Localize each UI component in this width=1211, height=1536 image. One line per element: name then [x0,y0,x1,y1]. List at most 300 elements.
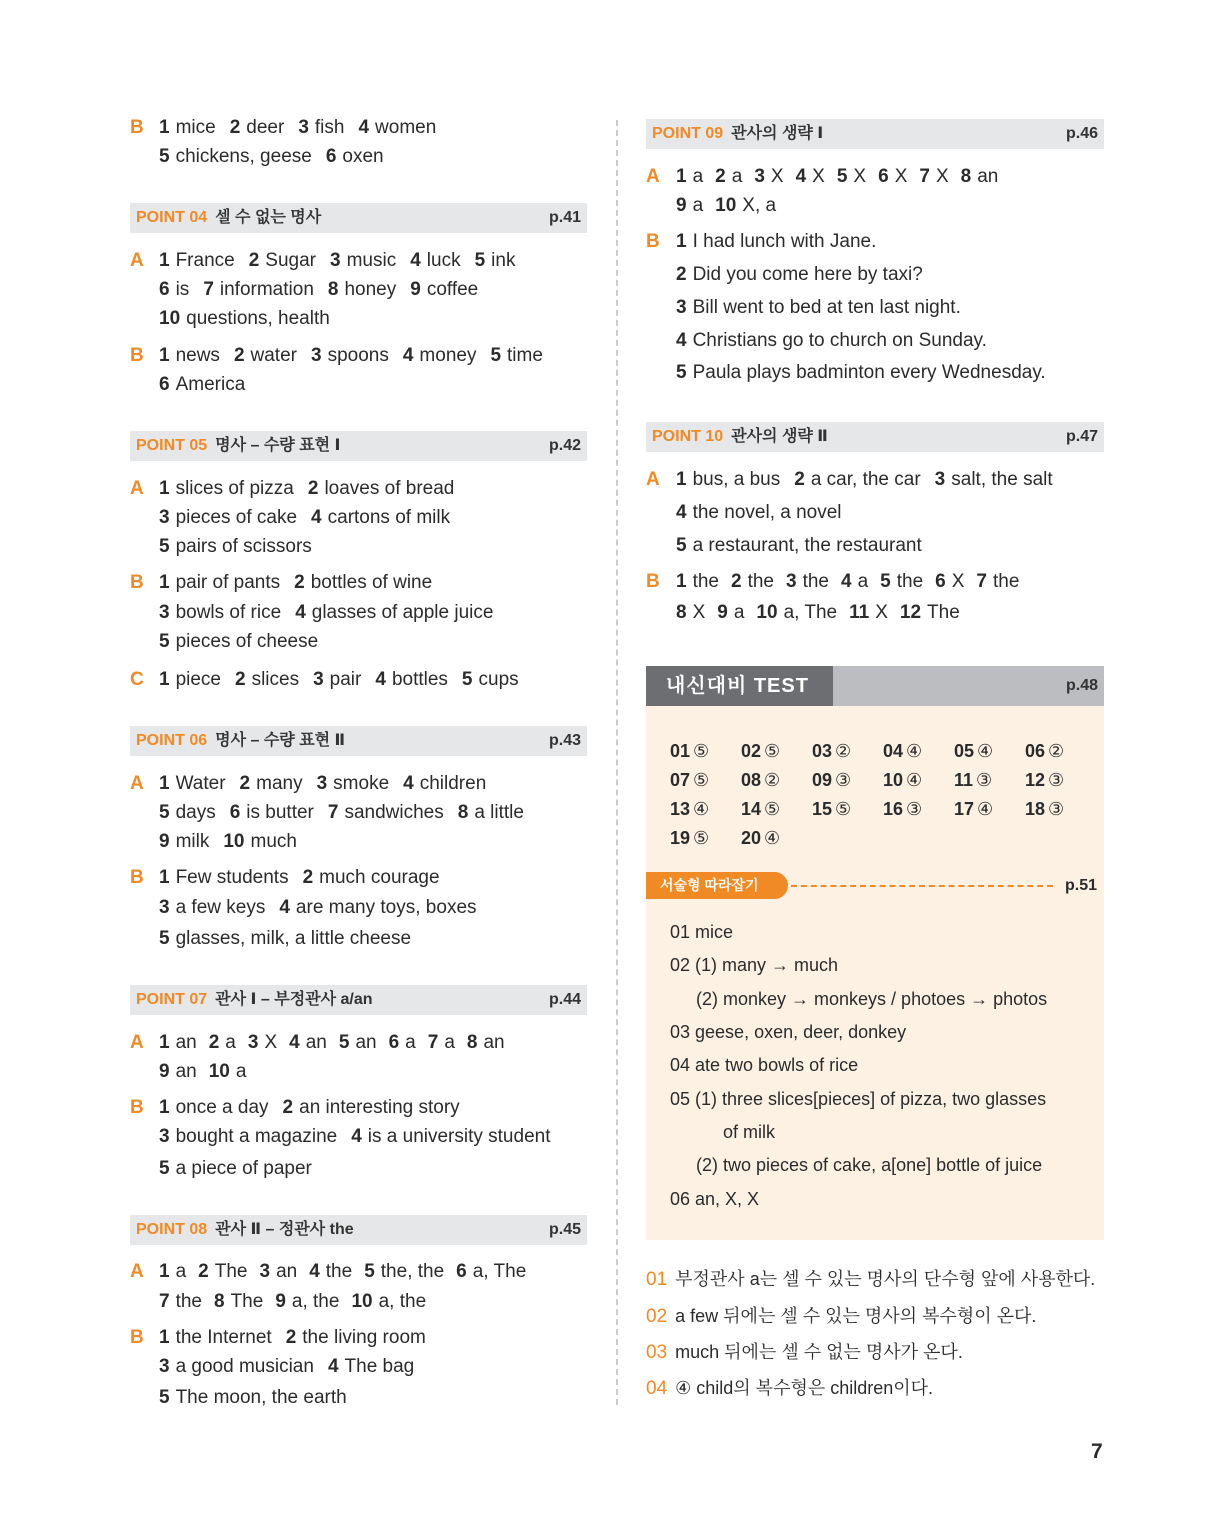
answer-item [159,116,216,140]
answer-number: 4 [295,602,306,623]
test-question-number: 17 [954,799,975,819]
answer-text: an [175,1061,197,1082]
answer-number: 3 [330,250,341,271]
answer-text: Christians go to church on Sunday. [692,330,987,351]
answer-number: 4 [676,330,687,351]
answer-item [275,1290,339,1314]
explanation-text: much 뒤에는 셀 수 없는 명사가 온다. [675,1342,963,1362]
answer-number: 1 [159,117,170,138]
answer-item [159,927,411,951]
answer-text: X [935,166,949,187]
answer-line [159,668,533,692]
answer-number: 5 [159,146,170,167]
answer-item [351,1290,426,1314]
answer-line [676,230,890,254]
answer-item [715,194,776,218]
answer-number: 1 [159,250,170,271]
answer-number: 4 [410,250,421,271]
answer-text: X [812,166,825,187]
answer-number: 10 [351,1291,373,1312]
point-page-ref: p.45 [548,1221,581,1238]
answer-text: music [346,250,397,271]
point-header-bar [130,985,587,1015]
answer-number: 2 [302,867,314,888]
answer-line [159,601,507,625]
answer-line [159,571,446,595]
answer-number: 5 [159,631,170,652]
answer-item [159,1290,202,1314]
test-question-number: 03 [812,741,833,761]
answer-text: a good musician [175,1356,314,1377]
point-label: POINT 08 관사 Ⅱ – 정관사 the [136,1221,354,1238]
section-letter-a: A [130,1261,144,1282]
answer-line [159,1060,258,1084]
test-answer-choice: ② [1048,741,1065,761]
answer-item [209,1060,247,1084]
test-question-number: 01 [670,741,691,761]
answer-number: 1 [159,345,170,366]
answer-text: The [214,1261,248,1282]
answer-item [330,249,396,273]
subjective-answer-line: 04 ate two bowls of rice [670,1055,859,1075]
test-question-number: 11 [954,770,974,790]
answer-number: 1 [159,572,170,593]
section-letter-a: A [130,478,144,499]
answer-item [462,668,519,692]
answer-number: 6 [878,166,889,187]
test-answer-choice: ④ [764,828,781,848]
answer-item [676,534,922,558]
answer-number: 1 [676,571,687,592]
answer-item [159,373,245,397]
answer-text: cartons of milk [327,507,451,528]
answer-item [837,165,866,189]
answer-item [796,165,825,189]
answer-item [159,630,318,654]
point-page-ref: p.44 [548,991,581,1008]
point-page-ref: p.46 [1065,125,1098,142]
test-answer-choice: ② [764,770,781,790]
answer-item [311,506,450,530]
answer-line [159,506,464,530]
answer-item [249,249,316,273]
answer-number: 5 [159,1158,170,1179]
answer-line [159,866,454,890]
answer-text: pieces of cheese [175,631,319,652]
answer-text: the [993,571,1020,592]
answer-number: 7 [976,571,987,592]
answer-text: the novel, a novel [692,502,842,523]
answer-number: 6 [325,146,337,167]
point-title: 관사의 생략 Ⅰ [731,125,824,142]
answer-item [715,165,742,189]
answer-text: X [951,571,965,592]
answer-item [976,570,1019,594]
answer-number: 2 [282,1097,294,1118]
answer-text: a [692,166,704,187]
answer-number: 8 [960,166,972,187]
answer-text: a, the [291,1291,340,1312]
test-answer [670,740,709,762]
answer-item [159,249,235,273]
answer-number: 3 [786,571,797,592]
answer-number: 2 [294,572,305,593]
answer-text: the living room [302,1327,426,1348]
answer-item [676,230,876,254]
answer-number: 5 [159,802,170,823]
answer-text: much [250,831,297,852]
subjective-page-ref: p.51 [1065,877,1098,894]
point-header-bar [646,422,1104,452]
answer-item [248,1031,277,1055]
answer-line [159,535,326,559]
answer-number: 2 [731,571,742,592]
answer-text: an [977,166,999,187]
answer-item [961,165,999,189]
answer-line [159,772,500,796]
answer-text: X [692,602,706,623]
answer-number: 4 [358,117,370,138]
test-answer [670,769,709,791]
answer-item [428,1031,455,1055]
explanation-number: 02 [646,1306,668,1327]
answer-text: cups [478,669,519,690]
test-page-ref: p.48 [1065,677,1098,694]
subjective-answer-line: of milk [723,1122,776,1142]
answer-line [159,249,529,273]
answer-text: a [731,166,743,187]
answer-text: France [175,250,235,271]
answer-item [159,571,280,595]
answer-line [159,145,398,169]
point-title: 관사 Ⅰ – 부정관사 a/an [215,991,373,1008]
answer-text: a [692,195,704,216]
answer-text: the [175,1291,202,1312]
answer-item [490,344,542,368]
answer-number: 4 [375,669,386,690]
answer-line [159,373,259,397]
answer-text: slices [251,669,300,690]
answer-text: loaves of bread [324,478,455,499]
answer-text: a [405,1032,416,1053]
test-answer-choice: ⑤ [835,799,852,819]
answer-line [159,1260,538,1284]
answer-line [159,830,311,854]
answer-item [328,1355,414,1379]
answer-item [919,165,948,189]
answer-item [676,296,961,320]
answer-text: The [927,602,960,623]
test-answer-choice: ② [835,741,852,761]
answer-text: an [175,1032,197,1053]
answer-text: luck [426,250,461,271]
subjective-answer-line: 02 (1) many → much [670,955,839,975]
answer-line [159,1290,438,1314]
answer-text: pair [329,669,362,690]
answer-line [676,263,937,287]
answer-text: mice [175,117,216,138]
answer-line [159,278,492,302]
answer-item [475,249,516,273]
answer-item [410,278,478,302]
answer-number: 3 [298,117,309,138]
test-answer-choice: ③ [976,770,993,790]
answer-number: 4 [351,1126,362,1147]
test-answer [741,798,780,820]
test-answer [954,740,993,762]
answer-line [159,801,538,825]
answer-number: 4 [309,1261,320,1282]
answer-number: 10 [756,602,778,623]
answer-item [456,1260,526,1284]
answer-number: 12 [899,602,922,623]
answer-item [676,570,719,594]
answer-line [676,601,972,625]
section-letter-a: A [130,1032,144,1053]
answer-number: 10 [715,195,737,216]
answer-text: a [175,1261,187,1282]
test-answer [883,740,922,762]
answer-line [159,116,450,140]
answer-number: 4 [327,1356,339,1377]
explanation-line [646,1341,963,1364]
answer-text: I had lunch with Jane. [692,231,877,252]
answer-item [240,772,303,796]
answer-text: once a day [175,1097,269,1118]
answer-item [159,1157,312,1181]
explanation-line [646,1305,1036,1328]
answer-item [159,866,289,890]
test-answer-choice: ⑤ [693,741,710,761]
answer-number: 3 [247,1032,259,1053]
answer-line [159,1157,326,1181]
test-answer-choice: ⑤ [693,828,710,848]
test-question-number: 19 [670,828,691,848]
answer-item [159,506,297,530]
answer-text: pair of pants [175,572,281,593]
test-answer [812,798,851,820]
answer-number: 4 [676,502,687,523]
answer-text: much courage [319,867,440,888]
answer-number: 1 [676,469,687,490]
answer-number: 2 [676,264,687,285]
answer-number: 3 [316,773,328,794]
answer-line [159,307,344,331]
answer-item [159,145,312,169]
test-answer-choice: ④ [906,741,923,761]
test-answer [741,769,780,791]
answer-number: 6 [229,802,241,823]
answer-text: an interesting story [299,1097,460,1118]
answer-number: 8 [214,1291,225,1312]
answer-text: ink [491,250,516,271]
test-header [646,666,1104,706]
answer-text: oxen [342,146,384,167]
test-answer [883,769,922,791]
answer-number: 10 [223,831,245,852]
section-letter-b: B [130,867,144,888]
explanation-number: 01 [646,1269,668,1290]
answer-text: news [175,345,220,366]
answer-text: coffee [426,279,479,300]
point-header-bar [130,726,587,756]
answer-text: a [857,571,869,592]
answer-number: 7 [427,1032,439,1053]
test-question-number: 09 [812,770,833,790]
point-header-bar [130,203,587,233]
answer-text: a restaurant, the restaurant [692,535,922,556]
answer-number: 2 [235,669,246,690]
answer-text: many [256,773,303,794]
test-answer [812,769,851,791]
answer-number: 3 [313,669,324,690]
page-number: 7 [1091,1440,1103,1463]
answer-text: the [747,571,774,592]
answer-number: 11 [849,602,870,623]
test-answer-choice: ③ [906,799,923,819]
answer-item [731,570,774,594]
answer-number: 2 [229,117,241,138]
answer-text: an [355,1032,377,1053]
answer-number: 1 [159,1261,170,1282]
answer-line [676,296,975,320]
answer-number: 3 [159,602,170,623]
point-label: POINT 05 명사 – 수량 표현 Ⅰ [136,437,341,454]
answer-item [676,601,705,625]
test-answer-choice: ④ [977,741,994,761]
answer-text: X, a [742,195,777,216]
point-label: POINT 04 셀 수 없는 명사 [136,209,322,226]
answer-text: Bill went to bed at ten last night. [692,297,961,318]
answer-item [159,1355,314,1379]
answer-item [403,344,477,368]
answer-text: salt, the salt [951,469,1053,490]
point-page-ref: p.42 [548,437,581,454]
answer-item [786,570,829,594]
test-question-number: 13 [670,799,691,819]
answer-item [159,477,294,501]
answer-text: children [419,773,487,794]
answer-number: 2 [198,1261,209,1282]
answer-line [676,194,788,218]
answer-item [214,1290,263,1314]
answer-line [159,477,468,501]
answer-item [159,535,312,559]
answer-text: pairs of scissors [175,536,312,557]
answer-item [935,570,964,594]
answer-number: 7 [327,802,339,823]
answer-line [159,630,332,654]
test-answer-choice: ③ [835,770,852,790]
test-answer [1025,798,1064,820]
answer-item [676,194,703,218]
answer-item [458,801,524,825]
answer-text: smoke [333,773,390,794]
answer-text: Paula plays badminton every Wednesday. [692,362,1046,383]
explanation-line [646,1377,933,1400]
answer-number: 5 [159,536,170,557]
answer-text: the [896,571,924,592]
answer-text: bowls of rice [175,602,282,623]
point-header-bar [646,119,1104,149]
answer-number: 5 [676,535,687,556]
test-answer-choice: ⑤ [764,741,781,761]
section-letter-b: B [646,231,660,252]
answer-item [234,344,297,368]
answer-item [159,344,220,368]
answer-number: 8 [457,802,469,823]
point-page-ref: p.41 [548,209,581,226]
answer-text: the Internet [175,1327,272,1348]
answer-number: 6 [388,1032,400,1053]
answer-item [849,601,888,625]
test-answer [954,769,992,791]
answer-number: 5 [676,362,687,383]
answer-number: 9 [410,279,421,300]
answer-item [159,772,226,796]
answer-item [209,1031,236,1055]
answer-text: deer [246,117,285,138]
answer-item [159,278,189,302]
answer-item [294,571,432,595]
answer-text: X [264,1032,278,1053]
section-letter-a: A [646,469,660,490]
answer-text: honey [344,279,397,300]
answer-number: 3 [159,897,170,918]
answer-item [223,830,297,854]
answer-item [467,1031,505,1055]
answer-number: 3 [934,469,946,490]
answer-line [676,468,1067,492]
answer-number: 1 [159,773,170,794]
answer-text: bus, a bus [692,469,781,490]
answer-number: 3 [310,345,322,366]
answer-number: 4 [289,1032,300,1053]
answer-text: fish [314,117,345,138]
point-label: POINT 07 관사 Ⅰ – 부정관사 a/an [136,991,373,1008]
answer-number: 2 [285,1327,297,1348]
answer-number: 7 [919,166,930,187]
answer-item [289,1031,327,1055]
test-answer [883,798,922,820]
answer-item [159,1031,197,1055]
test-answer [670,798,709,820]
answer-text: sandwiches [344,802,444,823]
answer-line [159,927,425,951]
answer-number: 1 [159,867,170,888]
answer-text: is a university student [367,1126,551,1147]
test-question-number: 05 [954,741,975,761]
answer-line [676,361,1060,385]
answer-text: is butter [246,802,314,823]
test-question-number: 10 [883,770,904,790]
answer-item [159,1260,186,1284]
test-question-number: 20 [741,828,762,848]
answer-number: 1 [159,478,170,499]
test-question-number: 18 [1025,799,1046,819]
answer-line [159,1096,474,1120]
point-title: 관사 Ⅱ – 정관사 the [215,1221,354,1238]
answer-text: Few students [175,867,289,888]
answer-item [259,1260,297,1284]
point-title: 관사의 생략 Ⅱ [731,428,828,445]
answer-number: 8 [466,1032,478,1053]
answer-item [900,601,960,625]
answer-text: a [235,1061,247,1082]
answer-line [676,534,936,558]
answer-number: 3 [259,1261,271,1282]
answer-text: are many toys, boxes [295,897,477,918]
